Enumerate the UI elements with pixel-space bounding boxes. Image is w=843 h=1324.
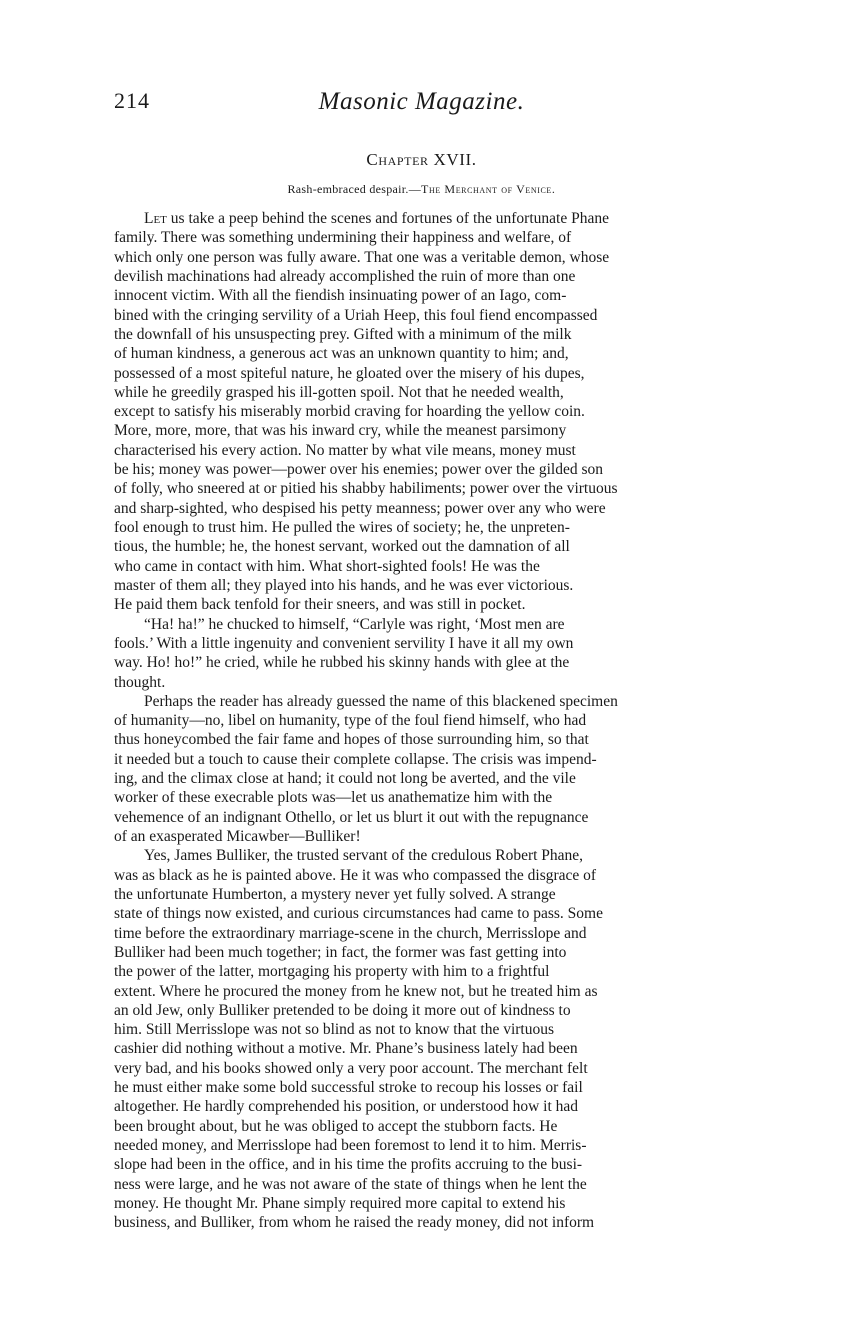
body-line: of folly, who sneered at or pitied his shabby habiliments; power over the virtuous bbox=[114, 480, 618, 498]
body-line: fools.’ With a little ingenuity and convenient servility I have it all my own bbox=[114, 634, 574, 652]
body-line: master of them all; they played into his hands, and he was ever victorious. bbox=[114, 576, 574, 594]
body-line: except to satisfy his miserably morbid craving for hoarding the yellow coin. bbox=[114, 403, 585, 421]
body-line: Yes, James Bulliker, the trusted servant of the credulous Robert Phane, bbox=[144, 847, 584, 865]
body-line: family. There was something undermining their happiness and welfare, of bbox=[114, 229, 572, 247]
body-line: the unfortunate Humberton, a mystery never yet fully solved. A strange bbox=[114, 885, 556, 903]
body-line: Bulliker had been much together; in fact, the former was fast getting into bbox=[114, 943, 567, 961]
body-line: slope had been in the office, and in his time the profits accruing to the busi- bbox=[114, 1156, 583, 1174]
body-line: possessed of a most spiteful nature, he gloated over the misery of his dupes, bbox=[114, 364, 585, 382]
body-line: an old Jew, only Bulliker pretended to be doing it more out of kindness to bbox=[114, 1001, 571, 1019]
chapter-heading: Chapter XVII. bbox=[366, 150, 477, 169]
body-line: it needed but a touch to cause their complete collapse. The crisis was impend- bbox=[114, 750, 597, 768]
body-line: needed money, and Merrisslope had been foremost to lend it to him. Merris- bbox=[114, 1137, 587, 1154]
body-line: Let us take a peep behind the scenes and fortunes of the unfortunate Phane bbox=[144, 210, 609, 227]
body-line: thought. bbox=[114, 673, 166, 691]
body-line: vehemence of an indignant Othello, or let us blurt it out with the repugnance bbox=[114, 808, 589, 826]
body-line: innocent victim. With all the fiendish insinuating power of an Iago, com- bbox=[114, 287, 567, 305]
running-title: Masonic Magazine. bbox=[318, 88, 525, 115]
body-line: altogether. He hardly comprehended his position, or understood how it had bbox=[114, 1098, 579, 1116]
body-line: bined with the cringing servility of a Uriah Heep, this foul fiend encompassed bbox=[114, 306, 598, 324]
article-body bbox=[114, 209, 729, 1233]
opening-word: Let bbox=[144, 210, 167, 227]
body-line: More, more, more, that was his inward cry, while the meanest parsimony bbox=[114, 422, 567, 440]
body-line: him. Still Merrisslope was not so blind as not to know that the virtuous bbox=[114, 1021, 555, 1039]
body-line: Perhaps the reader has already guessed the name of this blackened specimen bbox=[144, 692, 618, 710]
body-line: be his; money was power—power over his enemies; power over the gilded son bbox=[114, 461, 603, 479]
body-line: characterised his every action. No matter by what vile means, money must bbox=[114, 441, 576, 459]
body-line: tious, the humble; he, the honest servant, worked out the damnation of all bbox=[114, 538, 570, 556]
body-line: the downfall of his unsuspecting prey. Gifted with a minimum of the milk bbox=[114, 325, 572, 343]
body-line: business, and Bulliker, from whom he raised the ready money, did not inform bbox=[114, 1214, 595, 1232]
body-line: money. He thought Mr. Phane simply required more capital to extend his bbox=[114, 1194, 566, 1212]
body-line: of an exasperated Micawber—Bulliker! bbox=[114, 828, 361, 845]
body-line: He paid them back tenfold for their sneers, and was still in pocket. bbox=[114, 596, 526, 614]
body-line: very bad, and his books showed only a very poor account. The merchant felt bbox=[114, 1059, 588, 1077]
body-line: way. Ho! ho!” he cried, while he rubbed his skinny hands with glee at the bbox=[114, 654, 570, 672]
body-line: of human kindness, a generous act was an unknown quantity to him; and, bbox=[114, 345, 569, 363]
body-line: “Ha! ha!” he chucked to himself, “Carlyle was right, ‘Most men are bbox=[144, 615, 565, 633]
body-line: he must either make some bold successful stroke to recoup his losses or fail bbox=[114, 1079, 583, 1097]
chapter-epigraph bbox=[114, 182, 729, 197]
body-line: the power of the latter, mortgaging his property with him to a frightful bbox=[114, 963, 550, 981]
epigraph-quote: Rash-embraced despair.— bbox=[287, 182, 422, 196]
epigraph-source: The Merchant of Venice. bbox=[421, 182, 556, 196]
body-line: thus honeycombed the fair fame and hopes of those surrounding him, so that bbox=[114, 731, 589, 749]
body-line: cashier did nothing without a motive. Mr. Phane’s business lately had been bbox=[114, 1040, 578, 1058]
body-line: who came in contact with him. What short-sighted fools! He was the bbox=[114, 557, 540, 575]
body-line: while he greedily grasped his ill-gotten spoil. Not that he needed wealth, bbox=[114, 383, 564, 401]
body-line: of humanity—no, libel on humanity, type of the foul fiend himself, who had bbox=[114, 712, 587, 730]
body-line: fool enough to trust him. He pulled the wires of society; he, the unpreten- bbox=[114, 519, 570, 536]
body-line: state of things now existed, and curious circumstances had came to pass. Some bbox=[114, 905, 603, 923]
body-line: was as black as he is painted above. He it was who compassed the disgrace of bbox=[114, 866, 597, 884]
body-line: been brought about, but he was obliged to accept the stubborn facts. He bbox=[114, 1117, 558, 1135]
body-line: which only one person was fully aware. That one was a veritable demon, whose bbox=[114, 248, 610, 266]
page-number: 214 bbox=[114, 88, 150, 113]
body-line: and sharp-sighted, who despised his petty meanness; power over any who were bbox=[114, 499, 606, 517]
body-line: extent. Where he procured the money from he knew not, but he treated him as bbox=[114, 982, 598, 1000]
body-line: ing, and the climax close at hand; it could not long be averted, and the vile bbox=[114, 770, 576, 788]
body-line: ness were large, and he was not aware of the state of things when he lent the bbox=[114, 1175, 587, 1193]
body-line: worker of these execrable plots was—let us anathematize him with the bbox=[114, 789, 553, 807]
page-header bbox=[114, 88, 729, 122]
body-line: time before the extraordinary marriage-scene in the church, Merrisslope and bbox=[114, 924, 587, 942]
body-line: devilish machinations had already accomplished the ruin of more than one bbox=[114, 267, 576, 285]
